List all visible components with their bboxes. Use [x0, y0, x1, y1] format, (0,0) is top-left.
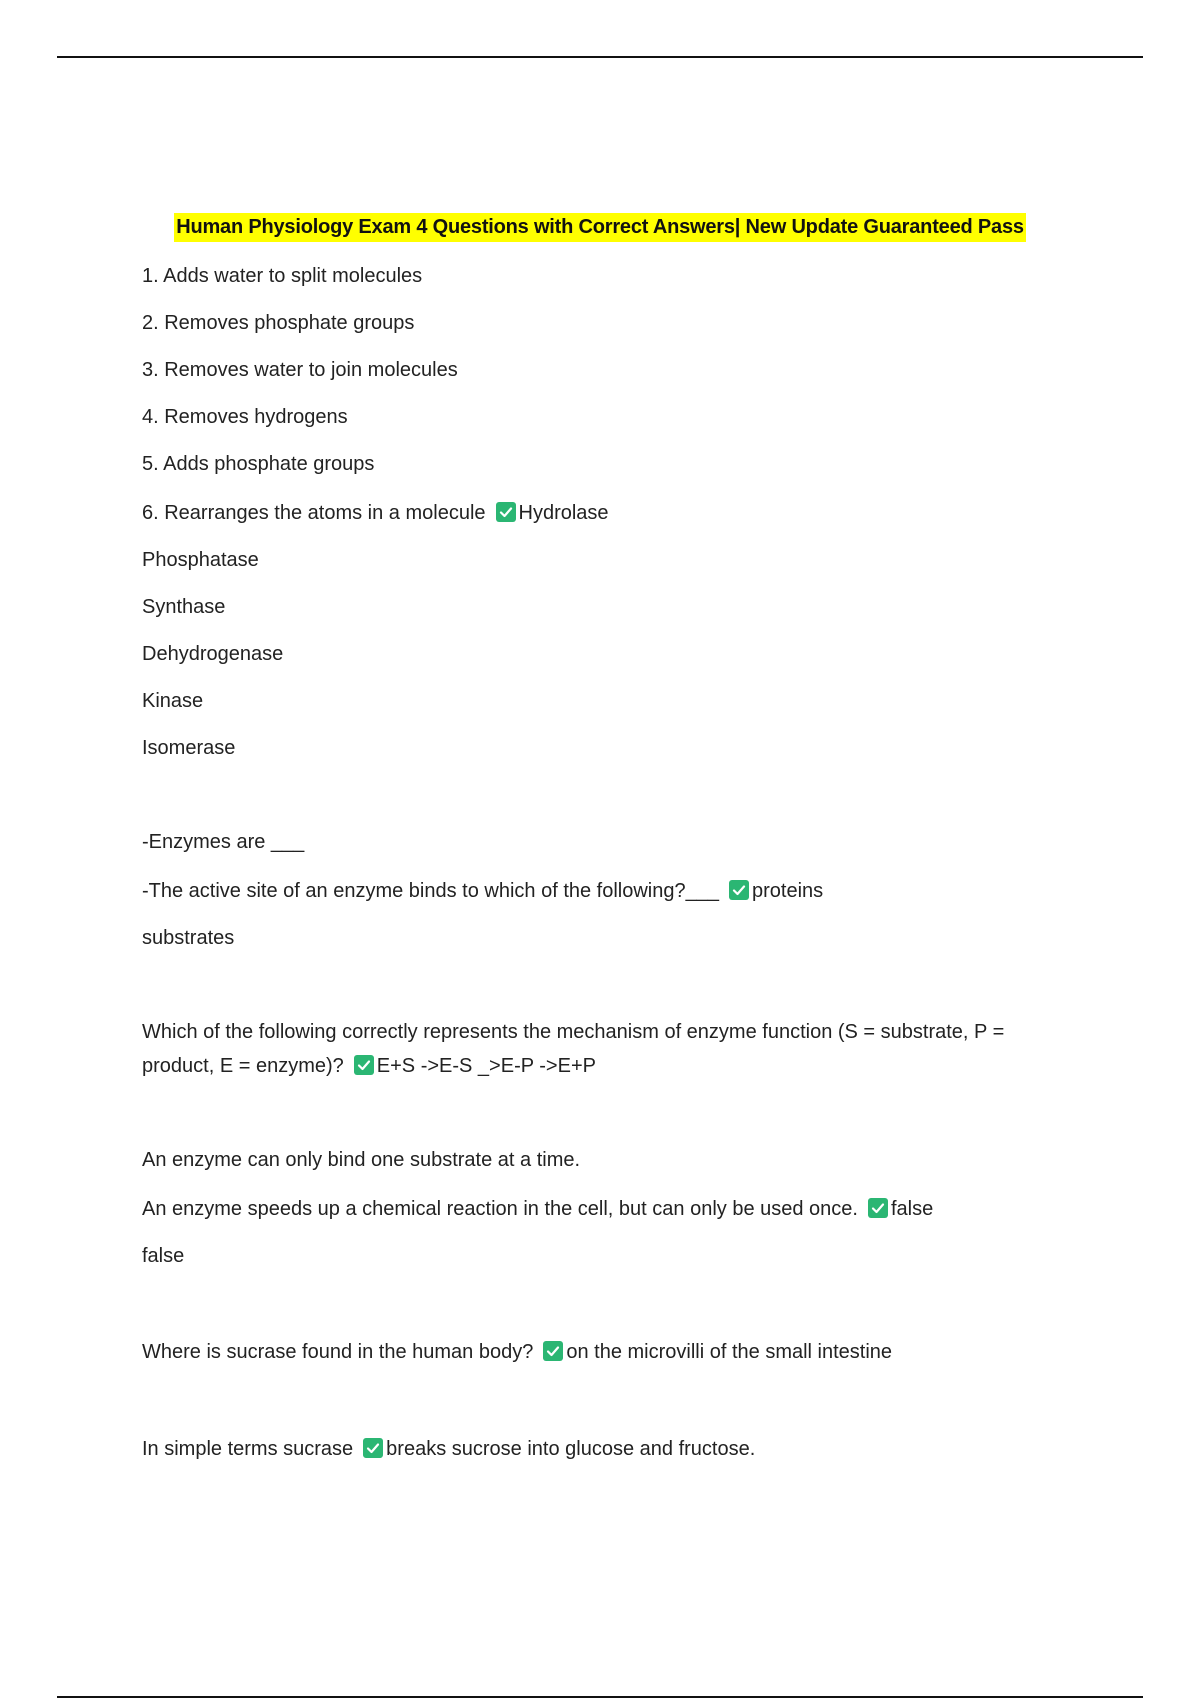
question-prompt: Which of the following correctly represents the mechanism of enzyme function (S = substrate, P = product, E = enzyme)? — [142, 1021, 1005, 1077]
answer-text: on the microvilli of the small intestine — [566, 1341, 893, 1363]
check-box-icon — [496, 502, 516, 522]
check-box-icon — [868, 1198, 888, 1218]
option-item: Isomerase — [142, 737, 236, 759]
list-item: 6. Rearranges the atoms in a molecule — [142, 502, 486, 524]
question-row — [142, 1432, 755, 1466]
question-row — [142, 874, 823, 908]
option-item: Kinase — [142, 690, 204, 712]
option-item: Synthase — [142, 596, 226, 618]
top-rule — [57, 56, 1143, 58]
answer-text: E+S ->E-S _>E-P ->E+P — [376, 1055, 596, 1077]
question-row — [142, 1015, 1067, 1083]
answer-text: proteins — [752, 880, 824, 902]
question-row — [142, 1192, 933, 1226]
option-item: Phosphatase — [142, 549, 259, 571]
question-row — [142, 1335, 892, 1369]
answer-text: Hydrolase — [518, 502, 609, 524]
document-title: Human Physiology Exam 4 Questions with Correct Answers| New Update Guaranteed Pass — [174, 213, 1026, 242]
question-prompt: An enzyme can only bind one substrate at a time. — [142, 1149, 581, 1171]
question-prompt: Where is sucrase found in the human body? — [142, 1341, 534, 1363]
answer-text: false — [891, 1198, 934, 1220]
question-prompt: -The active site of an enzyme binds to which of the following?___ — [142, 880, 719, 902]
list-item: 5. Adds phosphate groups — [142, 453, 375, 475]
check-box-icon — [543, 1341, 563, 1361]
question-row — [142, 496, 609, 530]
answer-text: breaks sucrose into glucose and fructose. — [386, 1438, 756, 1460]
check-box-icon — [354, 1055, 374, 1075]
bottom-rule — [57, 1696, 1143, 1698]
question-prompt: In simple terms sucrase — [142, 1438, 354, 1460]
check-box-icon — [729, 880, 749, 900]
question-prompt: -Enzymes are ___ — [142, 831, 305, 853]
list-item: 4. Removes hydrogens — [142, 406, 348, 428]
title-container — [0, 213, 1200, 242]
option-item: Dehydrogenase — [142, 643, 284, 665]
check-box-icon — [363, 1438, 383, 1458]
option-item: substrates — [142, 927, 235, 949]
list-item: 2. Removes phosphate groups — [142, 312, 415, 334]
list-item: 1. Adds water to split molecules — [142, 265, 423, 287]
option-item: false — [142, 1245, 185, 1267]
question-prompt: An enzyme speeds up a chemical reaction in the cell, but can only be used once. — [142, 1198, 858, 1220]
list-item: 3. Removes water to join molecules — [142, 359, 458, 381]
